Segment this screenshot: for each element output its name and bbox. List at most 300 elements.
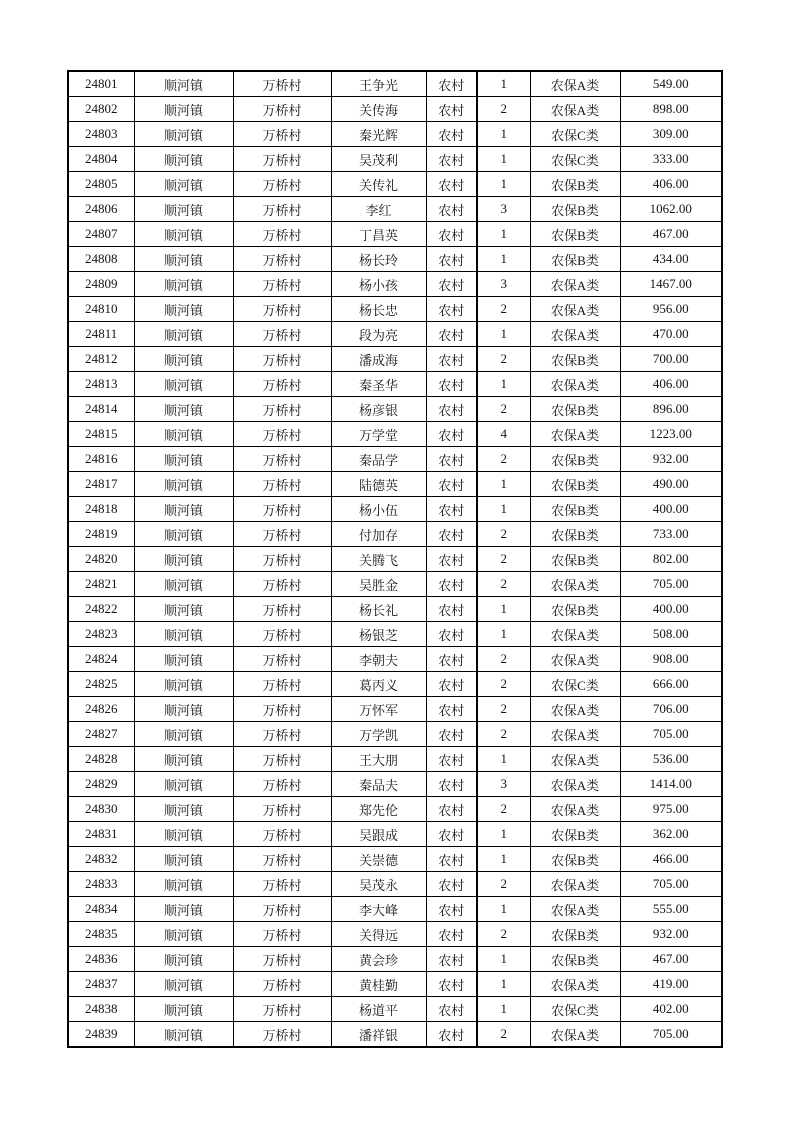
cell-amount: 705.00 (620, 572, 722, 597)
cell-residence: 农村 (426, 422, 477, 447)
cell-serial: 24835 (68, 922, 134, 947)
cell-serial: 24820 (68, 547, 134, 572)
cell-town: 顺河镇 (134, 747, 233, 772)
cell-name: 陆德英 (331, 472, 426, 497)
table-row (68, 197, 722, 222)
cell-category: 农保A类 (530, 872, 620, 897)
cell-residence: 农村 (426, 222, 477, 247)
cell-amount: 536.00 (620, 747, 722, 772)
cell-town: 顺河镇 (134, 172, 233, 197)
cell-serial: 24817 (68, 472, 134, 497)
cell-category: 农保B类 (530, 447, 620, 472)
cell-category: 农保B类 (530, 547, 620, 572)
cell-category: 农保A类 (530, 797, 620, 822)
cell-amount: 470.00 (620, 322, 722, 347)
cell-amount: 1223.00 (620, 422, 722, 447)
cell-count: 1 (477, 322, 530, 347)
cell-village: 万桥村 (233, 697, 331, 722)
cell-town: 顺河镇 (134, 522, 233, 547)
cell-residence: 农村 (426, 522, 477, 547)
cell-residence: 农村 (426, 747, 477, 772)
cell-residence: 农村 (426, 547, 477, 572)
cell-amount: 705.00 (620, 872, 722, 897)
cell-town: 顺河镇 (134, 647, 233, 672)
cell-serial: 24818 (68, 497, 134, 522)
cell-category: 农保B类 (530, 947, 620, 972)
cell-town: 顺河镇 (134, 622, 233, 647)
cell-village: 万桥村 (233, 847, 331, 872)
table-row (68, 672, 722, 697)
cell-category: 农保A类 (530, 897, 620, 922)
cell-category: 农保C类 (530, 122, 620, 147)
table-row (68, 897, 722, 922)
cell-village: 万桥村 (233, 772, 331, 797)
cell-category: 农保A类 (530, 372, 620, 397)
cell-serial: 24824 (68, 647, 134, 672)
cell-count: 2 (477, 572, 530, 597)
cell-village: 万桥村 (233, 922, 331, 947)
cell-residence: 农村 (426, 872, 477, 897)
cell-serial: 24816 (68, 447, 134, 472)
cell-residence: 农村 (426, 397, 477, 422)
cell-amount: 309.00 (620, 122, 722, 147)
cell-count: 2 (477, 447, 530, 472)
cell-category: 农保A类 (530, 747, 620, 772)
table-row (68, 872, 722, 897)
cell-amount: 700.00 (620, 347, 722, 372)
table-row (68, 322, 722, 347)
cell-count: 1 (477, 822, 530, 847)
cell-residence: 农村 (426, 897, 477, 922)
cell-town: 顺河镇 (134, 272, 233, 297)
table-row (68, 497, 722, 522)
cell-village: 万桥村 (233, 622, 331, 647)
cell-category: 农保A类 (530, 322, 620, 347)
cell-category: 农保A类 (530, 97, 620, 122)
cell-category: 农保A类 (530, 722, 620, 747)
table-row (68, 522, 722, 547)
cell-count: 2 (477, 397, 530, 422)
cell-town: 顺河镇 (134, 697, 233, 722)
cell-town: 顺河镇 (134, 572, 233, 597)
cell-village: 万桥村 (233, 972, 331, 997)
cell-serial: 24805 (68, 172, 134, 197)
cell-category: 农保B类 (530, 172, 620, 197)
cell-count: 2 (477, 547, 530, 572)
table-row (68, 597, 722, 622)
cell-town: 顺河镇 (134, 772, 233, 797)
cell-serial: 24802 (68, 97, 134, 122)
cell-residence: 农村 (426, 347, 477, 372)
pension-table (67, 70, 723, 1048)
cell-name: 关传礼 (331, 172, 426, 197)
cell-serial: 24834 (68, 897, 134, 922)
cell-category: 农保A类 (530, 972, 620, 997)
cell-residence: 农村 (426, 672, 477, 697)
cell-name: 吴茂永 (331, 872, 426, 897)
cell-category: 农保B类 (530, 922, 620, 947)
cell-name: 丁昌英 (331, 222, 426, 247)
cell-town: 顺河镇 (134, 71, 233, 97)
cell-village: 万桥村 (233, 597, 331, 622)
cell-village: 万桥村 (233, 97, 331, 122)
cell-amount: 975.00 (620, 797, 722, 822)
cell-village: 万桥村 (233, 897, 331, 922)
table-row (68, 472, 722, 497)
cell-amount: 400.00 (620, 497, 722, 522)
cell-amount: 705.00 (620, 722, 722, 747)
cell-count: 2 (477, 672, 530, 697)
table-row (68, 772, 722, 797)
cell-village: 万桥村 (233, 522, 331, 547)
cell-name: 关得远 (331, 922, 426, 947)
table-row (68, 547, 722, 572)
cell-residence: 农村 (426, 597, 477, 622)
cell-count: 1 (477, 372, 530, 397)
cell-village: 万桥村 (233, 997, 331, 1022)
cell-town: 顺河镇 (134, 472, 233, 497)
cell-amount: 406.00 (620, 372, 722, 397)
cell-village: 万桥村 (233, 822, 331, 847)
cell-category: 农保B类 (530, 497, 620, 522)
cell-village: 万桥村 (233, 297, 331, 322)
cell-name: 杨小孩 (331, 272, 426, 297)
cell-town: 顺河镇 (134, 147, 233, 172)
cell-residence: 农村 (426, 647, 477, 672)
cell-category: 农保B类 (530, 247, 620, 272)
cell-village: 万桥村 (233, 247, 331, 272)
cell-town: 顺河镇 (134, 397, 233, 422)
cell-town: 顺河镇 (134, 372, 233, 397)
cell-serial: 24821 (68, 572, 134, 597)
cell-residence: 农村 (426, 797, 477, 822)
cell-town: 顺河镇 (134, 1022, 233, 1048)
cell-town: 顺河镇 (134, 797, 233, 822)
cell-name: 杨银芝 (331, 622, 426, 647)
cell-count: 1 (477, 997, 530, 1022)
cell-town: 顺河镇 (134, 847, 233, 872)
table-row (68, 572, 722, 597)
cell-count: 2 (477, 297, 530, 322)
cell-residence: 农村 (426, 622, 477, 647)
table-row (68, 422, 722, 447)
cell-serial: 24801 (68, 71, 134, 97)
cell-count: 1 (477, 847, 530, 872)
table-row (68, 1022, 722, 1048)
cell-village: 万桥村 (233, 71, 331, 97)
cell-count: 3 (477, 197, 530, 222)
cell-serial: 24831 (68, 822, 134, 847)
cell-serial: 24815 (68, 422, 134, 447)
table-row (68, 822, 722, 847)
cell-town: 顺河镇 (134, 872, 233, 897)
cell-residence: 农村 (426, 922, 477, 947)
cell-town: 顺河镇 (134, 547, 233, 572)
cell-town: 顺河镇 (134, 197, 233, 222)
table-row (68, 697, 722, 722)
cell-name: 杨长礼 (331, 597, 426, 622)
cell-serial: 24829 (68, 772, 134, 797)
cell-amount: 802.00 (620, 547, 722, 572)
cell-category: 农保A类 (530, 622, 620, 647)
cell-serial: 24836 (68, 947, 134, 972)
table-row (68, 972, 722, 997)
cell-village: 万桥村 (233, 447, 331, 472)
cell-serial: 24837 (68, 972, 134, 997)
cell-village: 万桥村 (233, 647, 331, 672)
cell-town: 顺河镇 (134, 447, 233, 472)
cell-residence: 农村 (426, 172, 477, 197)
cell-name: 杨彦银 (331, 397, 426, 422)
cell-category: 农保A类 (530, 697, 620, 722)
cell-serial: 24803 (68, 122, 134, 147)
cell-residence: 农村 (426, 997, 477, 1022)
table-row (68, 372, 722, 397)
cell-residence: 农村 (426, 822, 477, 847)
table-row (68, 347, 722, 372)
cell-category: 农保C类 (530, 147, 620, 172)
cell-amount: 466.00 (620, 847, 722, 872)
cell-serial: 24812 (68, 347, 134, 372)
cell-amount: 490.00 (620, 472, 722, 497)
cell-residence: 农村 (426, 71, 477, 97)
cell-count: 2 (477, 347, 530, 372)
cell-residence: 农村 (426, 297, 477, 322)
cell-name: 李红 (331, 197, 426, 222)
cell-name: 潘祥银 (331, 1022, 426, 1048)
cell-name: 秦圣华 (331, 372, 426, 397)
cell-serial: 24828 (68, 747, 134, 772)
cell-name: 黄会珍 (331, 947, 426, 972)
cell-name: 万学凯 (331, 722, 426, 747)
cell-serial: 24832 (68, 847, 134, 872)
cell-serial: 24813 (68, 372, 134, 397)
cell-residence: 农村 (426, 772, 477, 797)
cell-category: 农保A类 (530, 647, 620, 672)
cell-name: 杨小伍 (331, 497, 426, 522)
cell-serial: 24825 (68, 672, 134, 697)
cell-village: 万桥村 (233, 322, 331, 347)
cell-serial: 24804 (68, 147, 134, 172)
cell-residence: 农村 (426, 147, 477, 172)
cell-category: 农保C类 (530, 672, 620, 697)
table-row (68, 797, 722, 822)
table-row (68, 172, 722, 197)
cell-amount: 908.00 (620, 647, 722, 672)
cell-count: 1 (477, 972, 530, 997)
cell-amount: 555.00 (620, 897, 722, 922)
cell-category: 农保B类 (530, 472, 620, 497)
cell-count: 2 (477, 797, 530, 822)
cell-town: 顺河镇 (134, 672, 233, 697)
cell-count: 2 (477, 522, 530, 547)
cell-serial: 24839 (68, 1022, 134, 1048)
cell-amount: 956.00 (620, 297, 722, 322)
cell-name: 秦品夫 (331, 772, 426, 797)
cell-town: 顺河镇 (134, 222, 233, 247)
cell-town: 顺河镇 (134, 597, 233, 622)
cell-count: 2 (477, 647, 530, 672)
cell-count: 1 (477, 222, 530, 247)
table-row (68, 222, 722, 247)
cell-serial: 24819 (68, 522, 134, 547)
cell-category: 农保B类 (530, 847, 620, 872)
table-row (68, 622, 722, 647)
cell-town: 顺河镇 (134, 322, 233, 347)
cell-residence: 农村 (426, 722, 477, 747)
cell-count: 1 (477, 747, 530, 772)
cell-count: 2 (477, 1022, 530, 1048)
cell-category: 农保C类 (530, 997, 620, 1022)
cell-name: 吴胜金 (331, 572, 426, 597)
cell-count: 1 (477, 147, 530, 172)
cell-residence: 农村 (426, 272, 477, 297)
cell-serial: 24811 (68, 322, 134, 347)
cell-category: 农保A类 (530, 71, 620, 97)
cell-category: 农保A类 (530, 572, 620, 597)
cell-name: 秦品学 (331, 447, 426, 472)
cell-amount: 1467.00 (620, 272, 722, 297)
cell-town: 顺河镇 (134, 422, 233, 447)
cell-village: 万桥村 (233, 222, 331, 247)
cell-name: 关腾飞 (331, 547, 426, 572)
cell-count: 1 (477, 472, 530, 497)
cell-serial: 24826 (68, 697, 134, 722)
cell-town: 顺河镇 (134, 347, 233, 372)
cell-amount: 400.00 (620, 597, 722, 622)
cell-village: 万桥村 (233, 372, 331, 397)
cell-name: 段为亮 (331, 322, 426, 347)
cell-amount: 402.00 (620, 997, 722, 1022)
cell-village: 万桥村 (233, 197, 331, 222)
table-row (68, 922, 722, 947)
cell-category: 农保B类 (530, 822, 620, 847)
cell-count: 1 (477, 497, 530, 522)
cell-amount: 705.00 (620, 1022, 722, 1048)
table-row (68, 847, 722, 872)
cell-category: 农保A类 (530, 272, 620, 297)
cell-town: 顺河镇 (134, 822, 233, 847)
cell-village: 万桥村 (233, 397, 331, 422)
cell-village: 万桥村 (233, 347, 331, 372)
cell-count: 2 (477, 922, 530, 947)
cell-count: 1 (477, 622, 530, 647)
cell-count: 3 (477, 772, 530, 797)
cell-amount: 362.00 (620, 822, 722, 847)
cell-name: 万怀军 (331, 697, 426, 722)
cell-count: 1 (477, 122, 530, 147)
cell-name: 关传海 (331, 97, 426, 122)
table-row (68, 97, 722, 122)
cell-village: 万桥村 (233, 1022, 331, 1048)
table-row (68, 722, 722, 747)
table-row (68, 947, 722, 972)
cell-village: 万桥村 (233, 272, 331, 297)
cell-amount: 1062.00 (620, 197, 722, 222)
cell-serial: 24814 (68, 397, 134, 422)
cell-residence: 农村 (426, 197, 477, 222)
table-row (68, 397, 722, 422)
cell-serial: 24827 (68, 722, 134, 747)
cell-count: 4 (477, 422, 530, 447)
table-row (68, 297, 722, 322)
cell-amount: 1414.00 (620, 772, 722, 797)
cell-count: 2 (477, 97, 530, 122)
cell-serial: 24823 (68, 622, 134, 647)
cell-name: 杨长玲 (331, 247, 426, 272)
cell-residence: 农村 (426, 697, 477, 722)
cell-town: 顺河镇 (134, 722, 233, 747)
cell-serial: 24807 (68, 222, 134, 247)
cell-serial: 24830 (68, 797, 134, 822)
cell-amount: 898.00 (620, 97, 722, 122)
cell-count: 2 (477, 722, 530, 747)
cell-residence: 农村 (426, 472, 477, 497)
table-row (68, 71, 722, 97)
cell-name: 郑先伦 (331, 797, 426, 822)
cell-residence: 农村 (426, 372, 477, 397)
cell-name: 黄桂勤 (331, 972, 426, 997)
cell-amount: 666.00 (620, 672, 722, 697)
cell-category: 农保A类 (530, 772, 620, 797)
cell-village: 万桥村 (233, 672, 331, 697)
cell-amount: 896.00 (620, 397, 722, 422)
cell-residence: 农村 (426, 447, 477, 472)
cell-category: 农保A类 (530, 422, 620, 447)
cell-name: 杨道平 (331, 997, 426, 1022)
cell-village: 万桥村 (233, 547, 331, 572)
table-row (68, 272, 722, 297)
cell-count: 1 (477, 897, 530, 922)
cell-amount: 733.00 (620, 522, 722, 547)
cell-category: 农保B类 (530, 347, 620, 372)
cell-town: 顺河镇 (134, 897, 233, 922)
cell-village: 万桥村 (233, 747, 331, 772)
cell-residence: 农村 (426, 97, 477, 122)
cell-amount: 467.00 (620, 947, 722, 972)
cell-village: 万桥村 (233, 797, 331, 822)
cell-town: 顺河镇 (134, 972, 233, 997)
cell-village: 万桥村 (233, 172, 331, 197)
table-row (68, 122, 722, 147)
cell-village: 万桥村 (233, 472, 331, 497)
cell-name: 王争光 (331, 71, 426, 97)
cell-category: 农保B类 (530, 522, 620, 547)
cell-name: 王大朋 (331, 747, 426, 772)
cell-town: 顺河镇 (134, 947, 233, 972)
cell-amount: 932.00 (620, 922, 722, 947)
cell-amount: 467.00 (620, 222, 722, 247)
cell-name: 吴跟成 (331, 822, 426, 847)
cell-village: 万桥村 (233, 572, 331, 597)
cell-category: 农保B类 (530, 597, 620, 622)
cell-name: 潘成海 (331, 347, 426, 372)
cell-town: 顺河镇 (134, 497, 233, 522)
cell-name: 李大峰 (331, 897, 426, 922)
cell-category: 农保B类 (530, 397, 620, 422)
cell-village: 万桥村 (233, 422, 331, 447)
table-body (68, 71, 722, 1047)
table-row (68, 247, 722, 272)
cell-count: 1 (477, 247, 530, 272)
cell-count: 3 (477, 272, 530, 297)
cell-serial: 24810 (68, 297, 134, 322)
cell-village: 万桥村 (233, 122, 331, 147)
cell-category: 农保A类 (530, 1022, 620, 1048)
cell-count: 2 (477, 872, 530, 897)
cell-residence: 农村 (426, 847, 477, 872)
cell-count: 1 (477, 71, 530, 97)
